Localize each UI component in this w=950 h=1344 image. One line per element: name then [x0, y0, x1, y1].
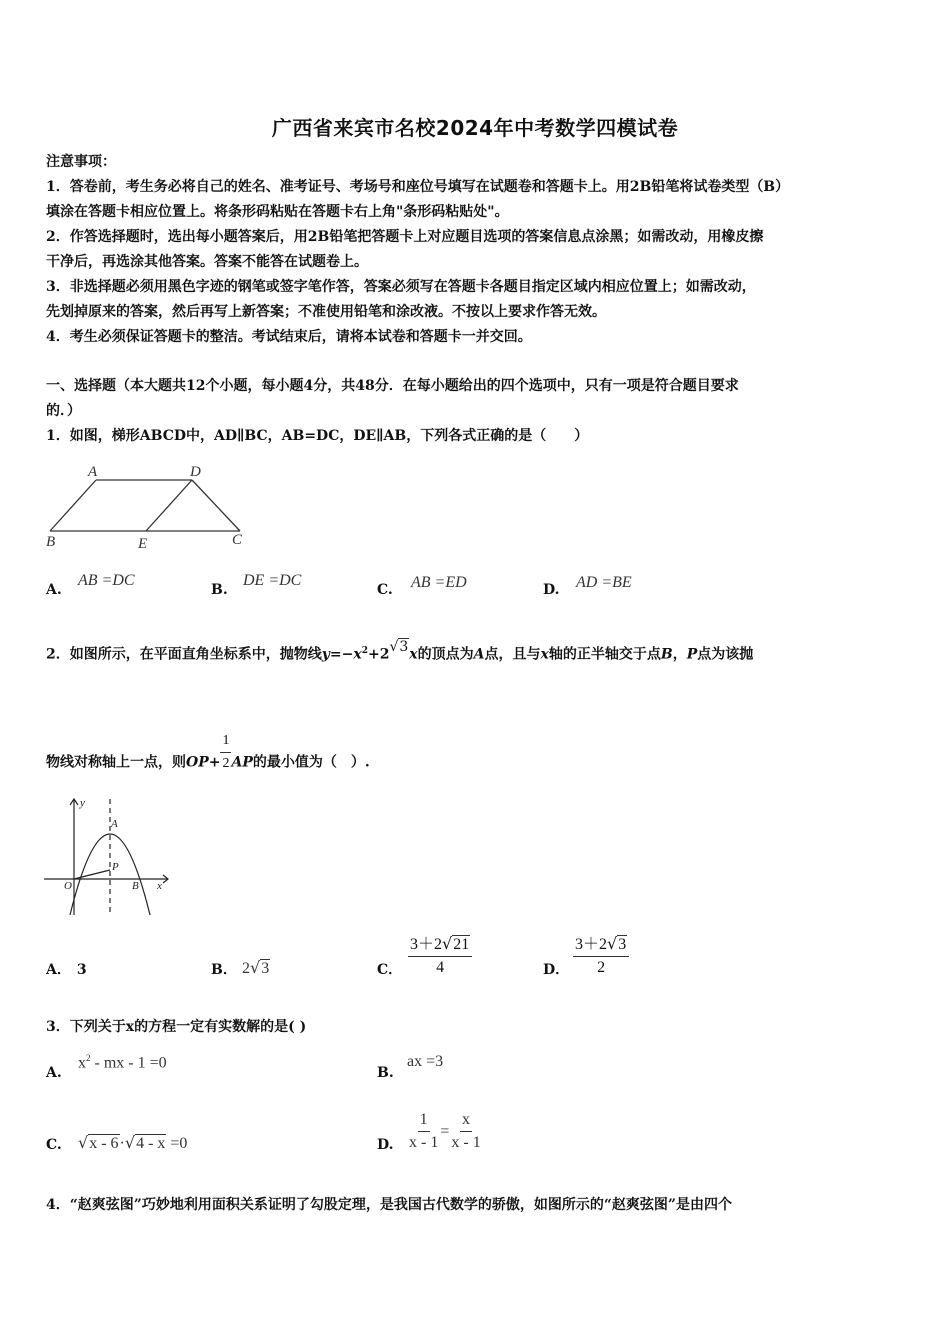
segment-op: [74, 870, 110, 879]
q2-option-d-expr: $\frac{3+2√3}{2}$: [573, 933, 629, 979]
q1-option-a: [46, 582, 62, 598]
q1-option-d-expr: AD =BE: [576, 574, 632, 591]
label-x: x: [157, 880, 162, 892]
q2-stem-line1: 2．如图所示，在平面直角坐标系中，抛物线$y=-x^2+2√3x$的顶点为A点，且与x轴的正半轴交于点B，P点为该抛: [46, 638, 754, 663]
q2-stem-line2: 物线对称轴上一点，则OP+ $\frac{1}{2}$ AP的最小值为（ ）.: [46, 740, 908, 785]
q3-option-a: A.: [46, 1065, 62, 1081]
notice-line: 2．作答选择题时，选出每小题答案后，用2B铅笔把答题卡上对应题目选项的答案信息点涂黑；如需改动，用橡皮擦: [46, 229, 764, 245]
q1-option-d: [543, 582, 560, 598]
page-title: 广西省来宾市名校2024年中考数学四模试卷: [271, 116, 679, 140]
q3-option-c-expr: √x - 6·√4 - x =0: [78, 1133, 188, 1152]
notice-line: 4．考生必须保证答题卡的整洁。考试结束后，请将本试卷和答题卡一并交回。: [46, 329, 532, 345]
notice-line: 干净后，再选涂其他答案。答案不能答在试题卷上。: [46, 254, 368, 270]
q1-option-b-expr: DE =DC: [243, 572, 302, 589]
q1-option-b: [211, 582, 228, 598]
q4-stem: 4．“赵爽弦图”巧妙地利用面积关系证明了勾股定理，是我国古代数学的骄傲，如图所示的“赵爽弦图”是由四个: [46, 1197, 732, 1213]
option-label: D.: [543, 582, 560, 598]
section-heading: 一、选择题（本大题共12个小题，每小题4分，共48分．在每小题给出的四个选项中，只有一项是符合题目要求: [46, 378, 739, 394]
q2-option-c: C．: [377, 962, 403, 978]
label-a: A: [111, 818, 118, 830]
q1-option-c-expr: AB =ED: [411, 574, 467, 591]
q1-option-a-expr: AB =DC: [78, 572, 135, 589]
label-a: A: [88, 464, 98, 480]
q2-option-a: A． 3: [46, 962, 87, 978]
notice-line: 1．答卷前，考生务必将自己的姓名、准考证号、考场号和座位号填写在试题卷和答题卡上。用2B铅笔将试卷类型（B）: [46, 179, 790, 195]
q3-option-c: C.: [46, 1137, 62, 1153]
option-label: A.: [46, 582, 62, 598]
segment-ab: [50, 480, 96, 531]
q3-stem: 3．下列关于x的方程一定有实数解的是( ): [46, 1019, 307, 1035]
q3-option-d-expr: $\frac{1}{x - 1}$ = $\frac{x}{x - 1}$: [409, 1111, 481, 1151]
label-b: B: [46, 534, 56, 550]
q2-option-b: B．: [211, 962, 237, 978]
notice-line: 填涂在答题卡相应位置上。将条形码粘贴在答题卡右上角"条形码粘贴处"。: [46, 204, 509, 220]
label-e: E: [138, 536, 148, 552]
q1-stem: 1．如图，梯形ABCD中，AD∥BC，AB=DC，DE∥AB，下列各式正确的是（ ）: [46, 428, 589, 444]
label-c: C: [232, 532, 243, 548]
q2-option-b-expr: 2√3: [242, 958, 270, 977]
q2-option-d: D．: [543, 962, 570, 978]
label-d: D: [190, 464, 201, 480]
q2-expr-y: y=−x: [321, 646, 362, 663]
option-label: B.: [211, 582, 228, 598]
section-heading-cont: 的．）: [46, 403, 81, 419]
q1-trapezoid-figure: [44, 462, 250, 552]
q2-parabola-figure: [44, 793, 174, 921]
label-p: P: [112, 861, 119, 873]
q3-option-d: D.: [377, 1137, 394, 1153]
q3-option-b-expr: ax =3: [407, 1053, 444, 1070]
option-label: C.: [377, 582, 393, 598]
q2-option-c-expr: $\frac{3+2√21}{4}$: [408, 933, 472, 979]
label-o: O: [64, 880, 72, 892]
label-y: y: [80, 797, 85, 809]
notice-heading: 注意事项：: [46, 154, 116, 170]
q1-option-c: [377, 582, 393, 598]
segment-dc: [192, 480, 240, 531]
segment-de: [146, 480, 192, 531]
notice-line: 3．非选择题必须用黑色字迹的钢笔或签字笔作答，答案必须写在答题卡各题目指定区域内相应位置上；如需改动，: [46, 279, 756, 295]
q3-option-b: B.: [377, 1065, 394, 1081]
q3-option-a-expr: $x^2$ - mx - 1 =0: [78, 1053, 167, 1072]
notice-line: 先划掉原来的答案，然后再写上新答案；不准使用铅笔和涂改液。不按以上要求作答无效。: [46, 304, 606, 320]
label-b: B: [132, 880, 139, 892]
